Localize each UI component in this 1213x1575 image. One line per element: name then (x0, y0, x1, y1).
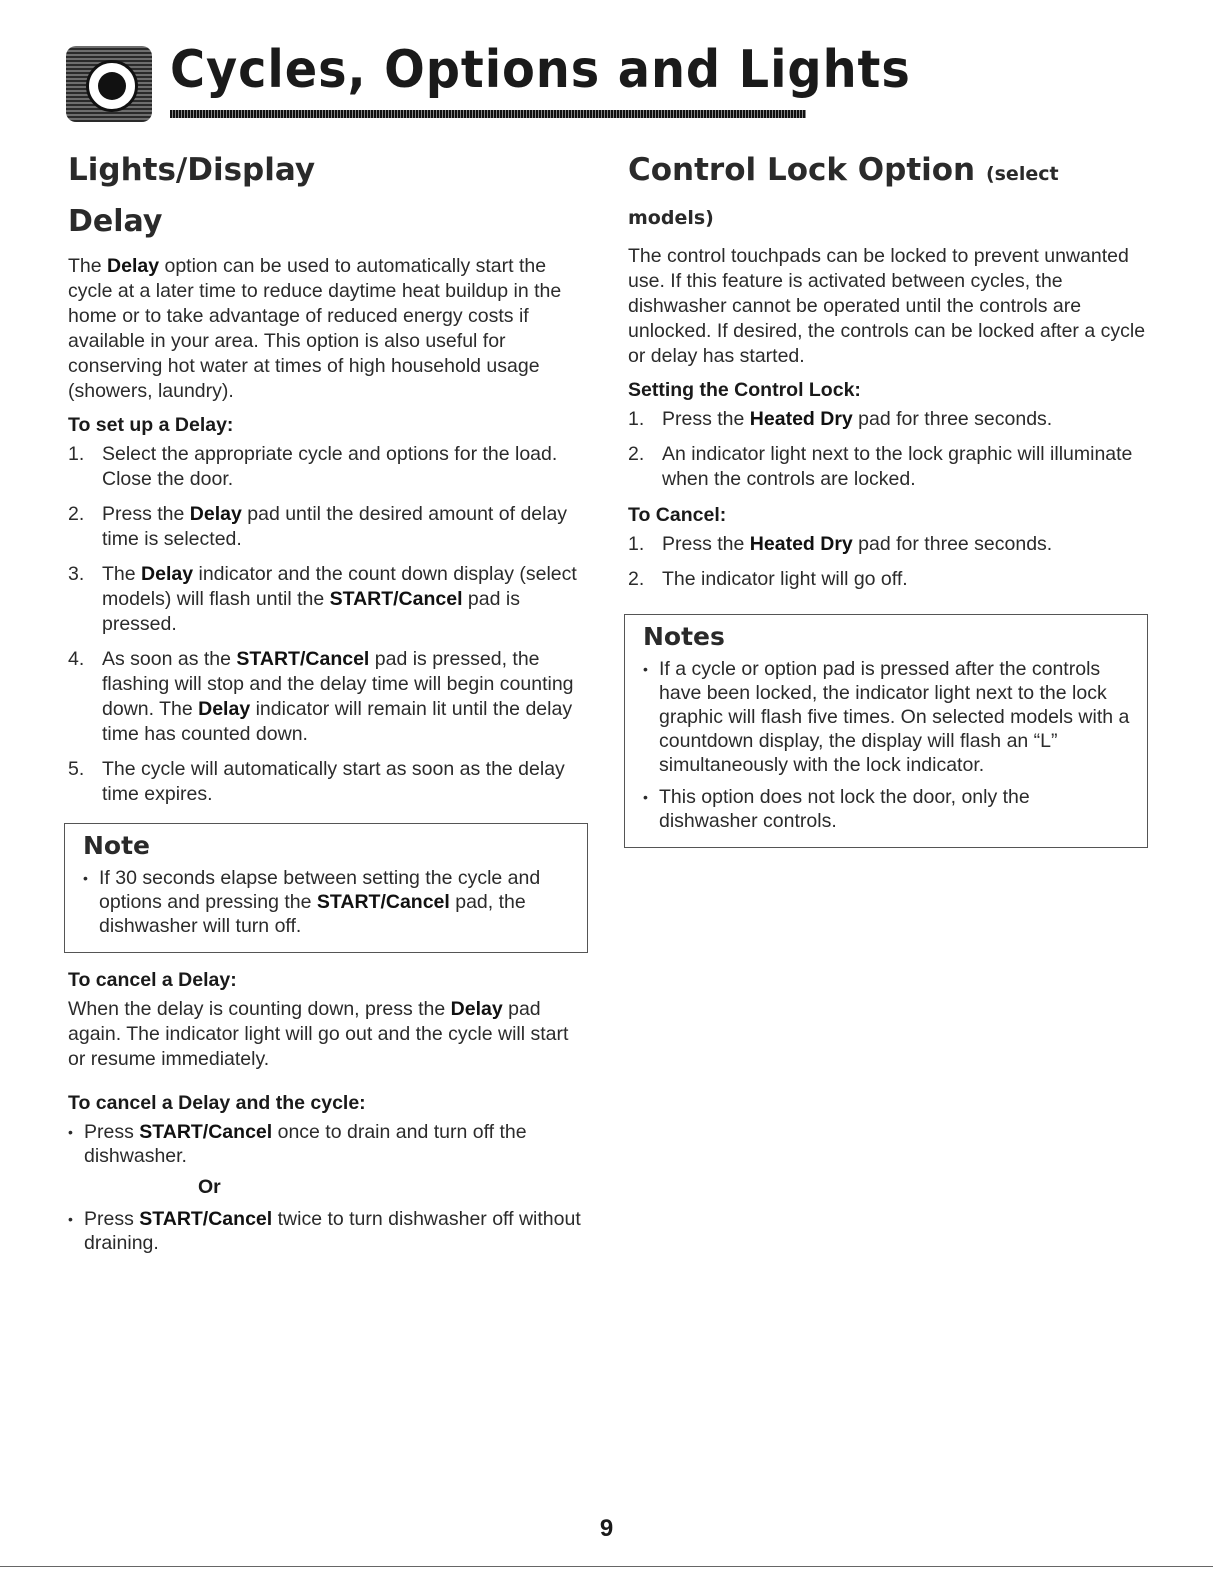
right-column (628, 150, 1148, 862)
list-item: 3. The Delay indicator and the count down display (select models) will flash until the START/Cancel pad is pressed. (68, 563, 577, 635)
setup-delay-label: To set up a Delay: (68, 414, 234, 436)
note-title: Note (83, 831, 151, 860)
list-item: 2. An indicator light next to the lock graphic will illuminate when the controls are locked. (628, 443, 1133, 490)
section-title-control-lock: Control Lock Option (select models) (628, 152, 1059, 229)
page-number: 9 (599, 1515, 614, 1542)
notes-box (624, 614, 1148, 848)
notes-title: Notes (643, 622, 725, 651)
or-separator: Or (198, 1176, 221, 1198)
list-item: • Press START/Cancel twice to turn dishwasher off without draining. (68, 1207, 588, 1255)
page-title: Cycles, Options and Lights (170, 40, 911, 100)
list-item: • Press START/Cancel once to drain and turn off the dishwasher. (68, 1120, 588, 1168)
dishwasher-dial-icon (66, 46, 152, 122)
note-item: • If 30 seconds elapse between setting the cycle and options and pressing the START/Cancel pad, the dishwasher will turn off. (83, 866, 573, 938)
to-cancel-label: To Cancel: (628, 504, 727, 526)
list-item: 2. The indicator light will go off. (628, 568, 908, 590)
subsection-title-delay: Delay (68, 204, 163, 239)
left-column (68, 150, 588, 1263)
cancel-delay-text: When the delay is counting down, press the Delay pad again. The indicator light will go out and the cycle will start or resume immediately. (68, 998, 569, 1070)
list-item: 1. Press the Heated Dry pad for three seconds. (628, 408, 1053, 430)
setting-lock-label: Setting the Control Lock: (628, 379, 861, 401)
header-rule (170, 110, 806, 118)
cancel-delay-label: To cancel a Delay: (68, 969, 237, 991)
page-header (66, 38, 911, 122)
control-lock-intro: The control touchpads can be locked to prevent unwanted use. If this feature is activated between cycles, the dishwasher cannot be operated until the controls are unlocked. If desired, the controls can be locked after a cycle or delay has started. (628, 245, 1146, 367)
list-item: 4. As soon as the START/Cancel pad is pressed, the flashing will stop and the delay time will begin counting down. The Delay indicator will remain lit until the delay time has counted down. (68, 648, 574, 745)
note-item: • This option does not lock the door, only the dishwasher controls. (643, 785, 1133, 833)
note-box (64, 823, 588, 953)
list-item: 2. Press the Delay pad until the desired amount of delay time is selected. (68, 503, 568, 550)
bottom-rule (0, 1566, 1213, 1567)
setup-delay-steps (68, 442, 588, 807)
list-item: 5. The cycle will automatically start as soon as the delay time expires. (68, 758, 565, 805)
list-item: 1. Select the appropriate cycle and options for the load. Close the door. (68, 443, 558, 490)
note-item: • If a cycle or option pad is pressed after the controls have been locked, the indicator light next to the lock graphic will flash five times. On selected models with a countdown display, the display will flash an “L” simultaneously with the lock indicator. (643, 657, 1133, 777)
list-item: 1. Press the Heated Dry pad for three seconds. (628, 533, 1053, 555)
cancel-delay-cycle-label: To cancel a Delay and the cycle: (68, 1092, 366, 1114)
section-title-lights-display: Lights/Display (68, 152, 316, 188)
delay-intro: The Delay option can be used to automatically start the cycle at a later time to reduce daytime heat buildup in the home or to take advantage of reduced energy costs if available in your area. This option is also useful for conserving hot water at times of high household usage (showers, laundry). (68, 255, 562, 402)
cancel-delay-cycle-list (68, 1120, 588, 1168)
